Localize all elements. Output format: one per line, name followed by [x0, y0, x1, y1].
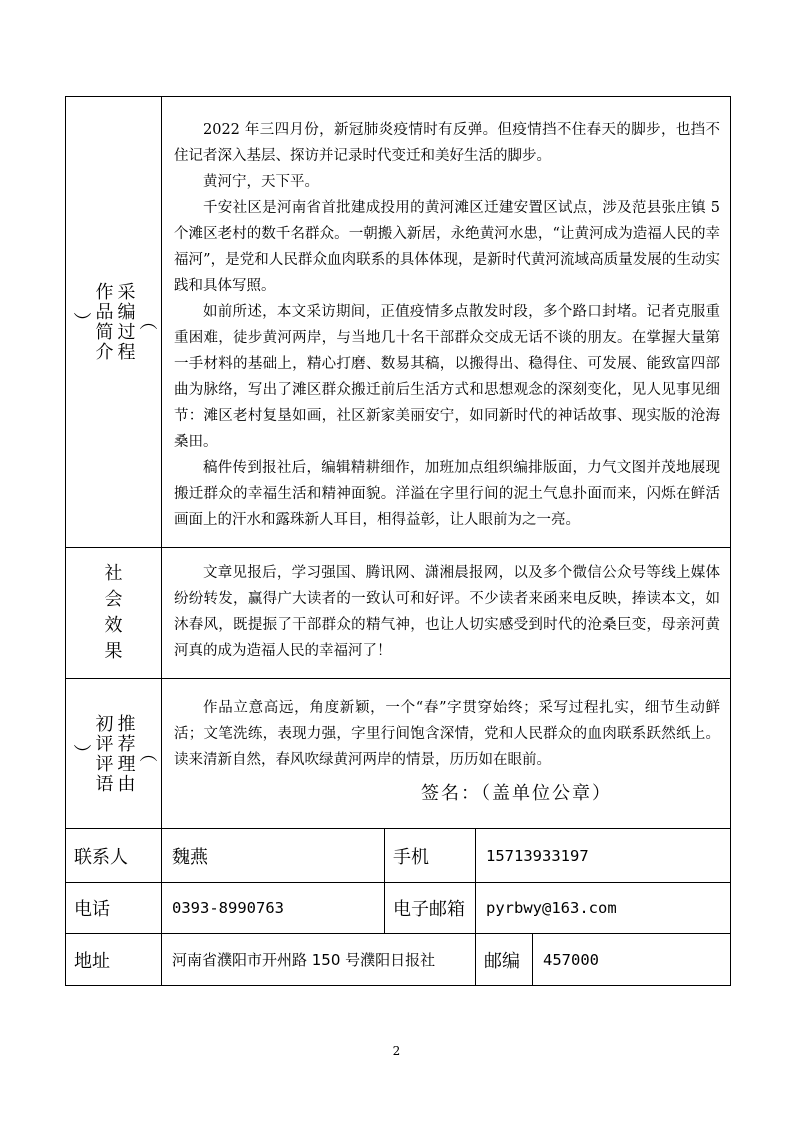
label-column-1: 采编过程 [114, 282, 136, 362]
review-text [162, 679, 730, 775]
paragraph: 文章见报后，学习强国、腾讯网、潇湘晨报网，以及多个微信公众号等线上媒体纷纷转发，赢得广大读者的一致认可和好评。不少读者来函来电反映，捧读本文，如沐春风，既提振了干部群众的精气神，也让人切实感受到时代的沧桑巨变，母亲河黄河真的成为造福人民的幸福河了！ [174, 565, 721, 659]
process-row [66, 97, 731, 548]
paren-open: （ [136, 312, 158, 332]
label-char: 社 [104, 563, 123, 584]
mobile-value: 15713933197 [476, 829, 731, 883]
contact-row [66, 829, 731, 883]
paragraph: 如前所述，本文采访期间，正值疫情多点散发时段，多个路口封堵。记者克服重重困难，徒步黄河两岸，与当地几十名干部群众交成无话不谈的朋友。在掌握大量第一手材料的基础上，精心打磨、数易其稿，以搬得出、稳得住、可发展、能致富四部曲为脉络，写出了滩区群众搬迁前后生活方式和思想观念的深刻变化，见人见事见细节：滩区老村复垦如画，社区新家美丽安宁，如同新时代的神话故事、现实版的沧海桑田。 [174, 304, 721, 450]
review-content-cell [162, 679, 731, 829]
address-value: 河南省濮阳市开州路 150 号濮阳日报社 [162, 934, 476, 986]
postcode-label: 邮编 [476, 934, 533, 986]
signature-line: 签名：（盖单位公章） [421, 783, 613, 804]
paragraph: 千安社区是河南省首批建成投用的黄河滩区迁建安置区试点，涉及范县张庄镇 5 个滩区老村的数千名群众。一朝搬入新居，永绝黄河水患，“让黄河成为造福人民的幸福河”，是党和人民群众血肉联系的具体体现，是新时代黄河流域高质量发展的生动实践和具体写照。 [174, 200, 721, 294]
phone-row [66, 883, 731, 934]
paragraph: 2022 年三四月份，新冠肺炎疫情时有反弹。但疫情挡不住春天的脚步，也挡不住记者深入基层、探访并记录时代变迁和美好生活的脚步。 [174, 122, 721, 164]
page-number: 2 [392, 1044, 401, 1058]
process-label [66, 282, 161, 362]
paragraph: 稿件传到报社后，编辑精耕细作，加班加点组织编排版面，力气文图并茂地展现搬迁群众的幸福生活和精神面貌。洋溢在字里行间的泥土气息扑面而来，闪烁在鲜活画面上的汗水和露珠新人耳目，相得益彰，让人眼前为之一亮。 [174, 460, 721, 528]
process-content-cell [162, 97, 731, 548]
label-char: 果 [104, 641, 123, 662]
paren-open: （ [136, 743, 158, 764]
effect-label [66, 561, 161, 665]
phone-label: 电话 [66, 883, 162, 934]
process-label-cell [66, 97, 162, 548]
label-char: 会 [104, 589, 123, 610]
label-char: 效 [104, 615, 123, 636]
paren-close: ） [70, 743, 92, 764]
paragraph: 作品立意高远，角度新颖，一个“春”字贯穿始终；采写过程扎实，细节生动鲜活；文笔洗练，表现力强，字里行间饱含深情，党和人民群众的血肉联系跃然纸上。读来清新自然，春风吹绿黄河两岸的情景，历历如在眼前。 [174, 700, 721, 768]
paren-close: ） [70, 312, 92, 332]
label-column-1: 推荐理由 [114, 713, 136, 794]
process-text [162, 97, 730, 541]
address-row [66, 934, 731, 986]
postcode-value: 457000 [533, 934, 731, 986]
review-label [66, 714, 161, 794]
label-column-2: 初评评语 [92, 713, 114, 794]
effect-content-cell [162, 548, 731, 679]
effect-row [66, 548, 731, 679]
email-value: pyrbwy@163.com [476, 883, 731, 934]
paragraph: 黄河宁，天下平。 [203, 174, 319, 190]
phone-value: 0393-8990763 [162, 883, 385, 934]
contact-person-value: 魏燕 [162, 829, 385, 883]
effect-text [162, 548, 730, 672]
contact-person-label: 联系人 [66, 829, 162, 883]
review-row [66, 679, 731, 829]
mobile-label: 手机 [385, 829, 476, 883]
email-label: 电子邮箱 [385, 883, 476, 934]
effect-label-cell [66, 548, 162, 679]
nomination-form-table [65, 96, 730, 986]
address-label: 地址 [66, 934, 162, 986]
review-label-cell [66, 679, 162, 829]
label-column-2: 作品简介 [92, 282, 114, 362]
